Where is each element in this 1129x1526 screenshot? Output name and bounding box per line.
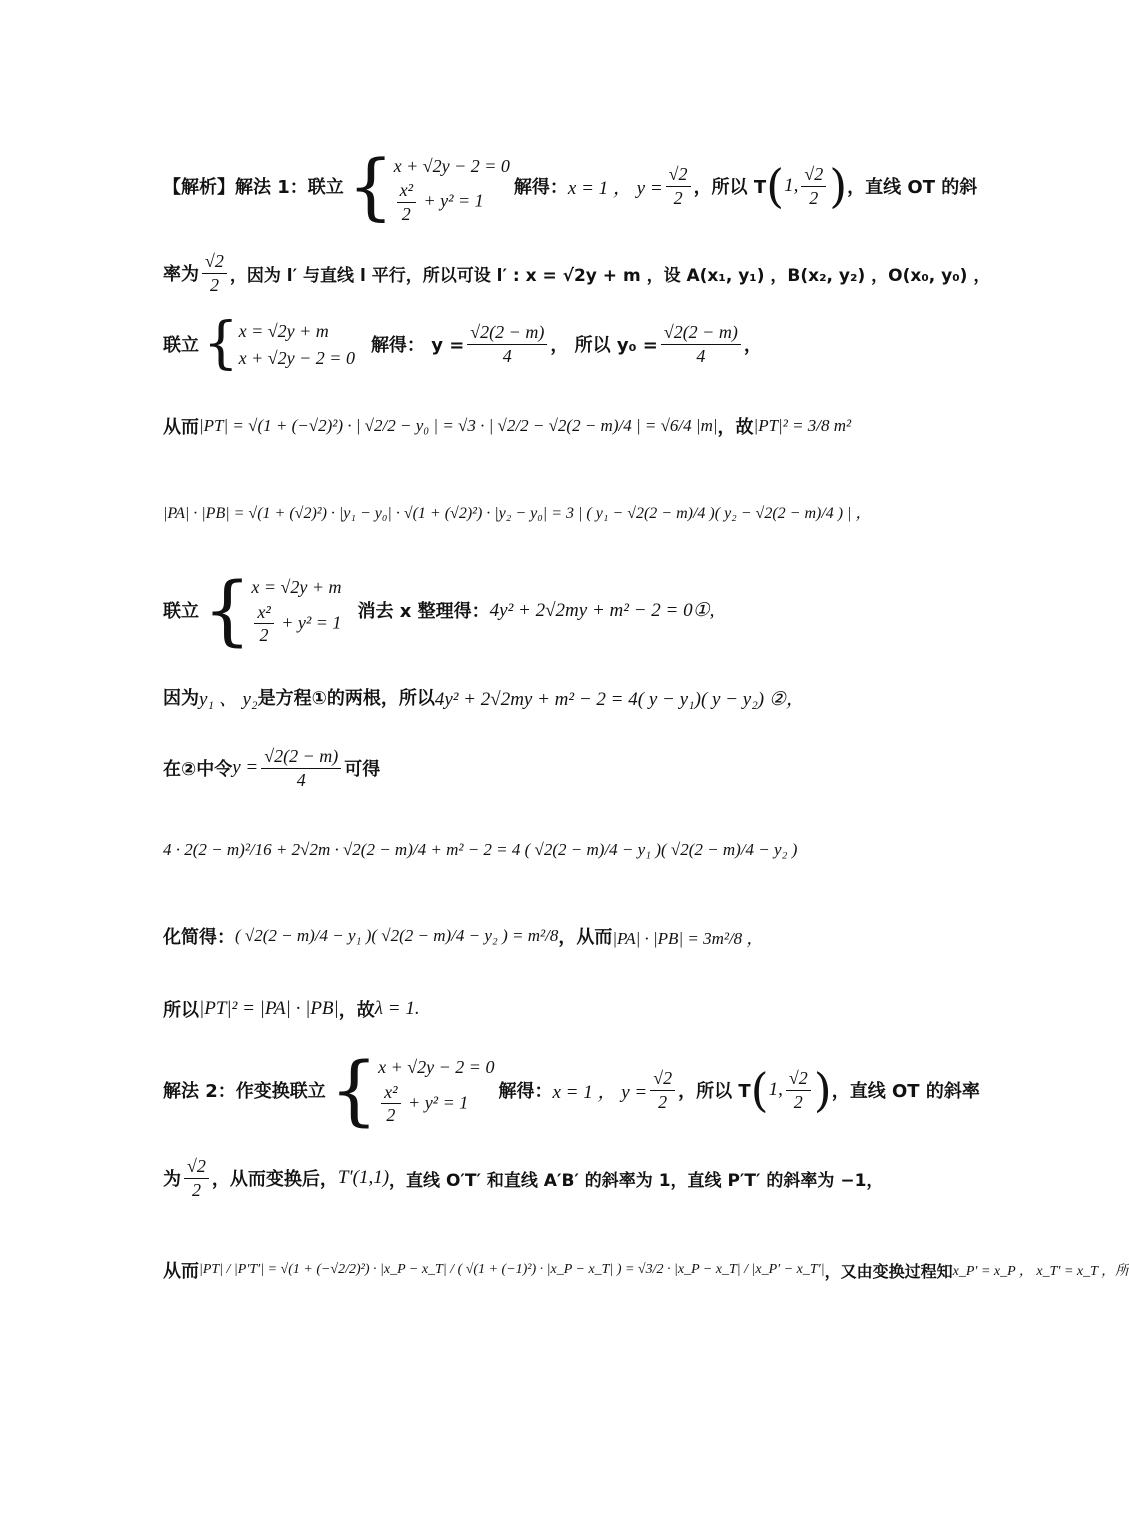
text: ，故	[338, 1000, 375, 1021]
brace-icon: {	[203, 311, 239, 376]
math: 1,	[784, 175, 799, 196]
text: 解得：	[513, 177, 568, 198]
line-system-2	[163, 311, 923, 376]
math: |PT| / |P′T′| = √(1 + (−√2/2)²) · |x_P − x_T| / ( √(1 + (−1)²) · |x_P − x_T| ) = √3/2 · |x_P − x_T| / |x_P′ − x_T′|	[199, 1262, 825, 1277]
line-solution-2-start: 解法 2：作变换联立 { x + √2y − 2 = 0 $\frac{\text{x²}}{2}$ + y² = 1 解得： x = 1 ， y = $\frac{√2}{2}$ ，所以 T ( 1, $\frac{√2}{2}$ ) ，直线 OT 的斜率	[163, 1045, 980, 1134]
math: |PT|² = |PA| · |PB|	[199, 998, 339, 1019]
text: 在②中令	[163, 759, 233, 780]
equation-system	[329, 1045, 495, 1134]
fraction: $\frac{√2(2 - m)}{4}$	[261, 746, 341, 790]
line-ratio	[163, 1222, 1129, 1318]
text: 从而	[163, 1261, 199, 1282]
fraction: $\frac{\text{x²}}{2}$	[397, 180, 416, 224]
system-row: $\frac{\text{x²}}{2}$ + y² = 1	[251, 602, 341, 646]
text: 所以	[163, 1000, 199, 1021]
equation-system	[203, 565, 342, 654]
line-pt-length	[163, 400, 923, 452]
line-conclusion-1	[163, 992, 923, 1026]
text: ，	[743, 335, 762, 356]
text: 可得	[344, 759, 381, 780]
text: 率为	[163, 264, 199, 285]
text: ，所以 T	[678, 1081, 751, 1102]
line-roots	[163, 680, 923, 714]
math: y₁ 、 y₂	[199, 688, 258, 710]
text: 联立	[163, 601, 199, 622]
fraction: $\frac{√2}{2}$	[666, 164, 691, 208]
text: ，从而变换后，	[211, 1169, 338, 1190]
text: ，直线 O′T′ 和直线 A′B′ 的斜率为 1，直线 P′T′ 的斜率为 −1，	[389, 1170, 884, 1191]
fraction: $\frac{√2}{2}$	[786, 1068, 811, 1112]
line-solution-1-start: 【解析】解法 1：联立 { x + √2y − 2 = 0 $\frac{\text{x²}}{2}$ + y² = 1 解得： x = 1 ， y = $\frac{√2}{2}$ ，所以 T ( 1, $\frac{√2}{2}$ ) ，直线 OT 的斜	[163, 144, 978, 228]
system-row: x = √2y + m	[238, 321, 329, 341]
text: ，故	[717, 417, 754, 438]
system-row: $\frac{\text{x²}}{2}$ + y² = 1	[378, 1082, 494, 1126]
text: 消去 x 整理得：	[357, 601, 490, 622]
brace-icon: {	[347, 144, 394, 228]
text: 化简得：	[163, 927, 235, 948]
text: 【解析】解法 1：联立	[163, 177, 344, 198]
line-transform	[163, 1152, 923, 1204]
math: x = 1 ， y =	[567, 177, 663, 199]
line-substitute	[163, 742, 923, 794]
fraction: $\frac{√2}{2}$	[184, 1156, 209, 1200]
text: ，所以 T	[693, 177, 767, 198]
fraction: $\frac{√2}{2}$	[801, 164, 826, 208]
line-pa-pb	[163, 486, 923, 536]
math: 4y² + 2√2my + m² − 2 = 4( y − y₁)( y − y₂) ②，	[434, 688, 805, 710]
brace-icon: {	[203, 565, 252, 654]
math: |PA| · |PB| = 3m²/8 ，	[612, 928, 764, 948]
fraction: $\frac{\text{x²}}{2}$	[381, 1082, 400, 1126]
text: 解得：	[498, 1081, 553, 1102]
text: 因为	[163, 688, 199, 709]
line-system-3	[163, 565, 923, 654]
system-row: x + √2y − 2 = 0	[378, 1057, 495, 1077]
math: 1,	[768, 1079, 783, 1100]
system-row: $\frac{\text{x²}}{2}$ + y² = 1	[394, 180, 510, 224]
system-rows	[393, 153, 510, 224]
line-expanded	[163, 824, 923, 876]
math: x_P′ = x_P ， x_T′ = x_T ，所	[952, 1264, 1129, 1279]
fraction: $\frac{√2}{2}$	[202, 251, 227, 295]
fraction: $\frac{√2(2 - m)}{4}$	[661, 322, 741, 366]
text: ，直线 OT 的斜率	[831, 1081, 980, 1102]
math: |PA| · |PB| = √(1 + (√2)²) · |y₁ − y₀| · √(1 + (√2)²) · |y₂ − y₀| = 3 | ( y₁ − √2(2 − m)/4 )( y₂ − √2(2 − m)/4 ) | ，	[163, 504, 872, 522]
system-row: x + √2y − 2 = 0	[238, 348, 355, 368]
equation-system	[347, 144, 510, 228]
text: ，从而	[558, 927, 613, 948]
math: 4y² + 2√2my + m² − 2 = 0①,	[489, 599, 715, 621]
system-row: x + √2y − 2 = 0	[393, 156, 510, 176]
math: T′(1,1)	[337, 1167, 390, 1188]
text: 联立	[163, 335, 199, 356]
math: |PT| = √(1 + (−√2)²) · | √2/2 − y₀ | = √3 · | √2/2 − √2(2 − m)/4 | = √6/4 |m|	[199, 416, 718, 435]
text: ，因为 l′ 与直线 l 平行，所以可设 l′ : x = √2y + m ，设 A(x₁, y₁) ，B(x₂, y₂) ，O(x₀, y₀) ，	[229, 265, 991, 286]
fraction: $\frac{√2(2 - m)}{4}$	[467, 322, 547, 366]
fraction: $\frac{√2}{2}$	[650, 1068, 675, 1112]
math: y =	[232, 757, 259, 778]
system-row: x = √2y + m	[251, 577, 342, 597]
system-rows	[378, 1054, 494, 1126]
line-slope	[163, 248, 991, 298]
text: 为	[163, 1169, 181, 1190]
system-rows	[239, 318, 355, 370]
text: 解法 2：作变换联立	[163, 1081, 326, 1102]
system-rows	[251, 574, 341, 646]
text: 解得： y =	[370, 335, 465, 356]
line-simplify	[163, 910, 923, 962]
text: ， 所以 y₀ =	[550, 335, 658, 356]
equation-system	[203, 311, 355, 376]
text: 是方程①的两根，所以	[257, 688, 435, 709]
text: 从而	[163, 417, 199, 438]
math: x = 1 ， y =	[552, 1081, 648, 1103]
text: ，又由变换过程知	[824, 1261, 953, 1281]
math: ( √2(2 − m)/4 − y₁ )( √2(2 − m)/4 − y₂ ) = m²/8	[235, 926, 559, 945]
brace-icon: {	[329, 1045, 379, 1134]
text: ，直线 OT 的斜	[847, 177, 978, 198]
fraction: $\frac{\text{x²}}{2}$	[254, 602, 273, 646]
math: λ = 1.	[374, 998, 420, 1019]
math: |PT|² = 3/8 m²	[753, 416, 852, 435]
math: 4 · 2(2 − m)²/16 + 2√2m · √2(2 − m)/4 + m² − 2 = 4 ( √2(2 − m)/4 − y₁ )( √2(2 − m)/4 − y₂ )	[163, 840, 798, 859]
